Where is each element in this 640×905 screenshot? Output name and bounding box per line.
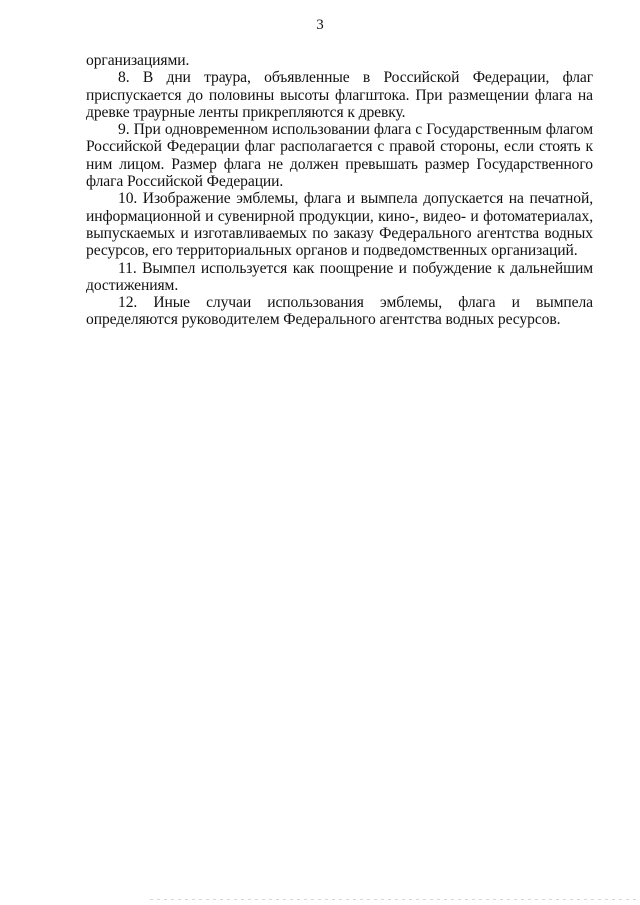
paragraph-item-11: 11. Вымпел используется как поощрение и побуждение к дальнейшим достижениям. (86, 259, 593, 294)
scan-edge-artifact (150, 899, 640, 900)
paragraph-item-12: 12. Иные случаи использования эмблемы, флага и вымпела определяются руководителем Федерального агентства водных ресурсов. (86, 294, 593, 329)
paragraph-item-10: 10. Изображение эмблемы, флага и вымпела допускается на печатной, информационной и сувенирной продукции, кино-, видео- и фотоматериалах, выпускаемых и изготавливаемых по заказу Федерального агентства водных ресурсов, его территориальных органов и подведомственных организаций. (86, 190, 593, 260)
paragraph-item-8: 8. В дни траура, объявленные в Российской Федерации, флаг приспускается до половины высоты флагштока. При размещении флага на древке траурные ленты прикрепляются к древку. (86, 69, 593, 121)
document-body (86, 52, 593, 329)
page-number: 3 (316, 17, 324, 33)
paragraph-continuation: организациями. (86, 52, 190, 69)
paragraph-item-9: 9. При одновременном использовании флага с Государственным флагом Российской Федерации флаг располагается с правой стороны, если стоять к ним лицом. Размер флага не должен превышать размер Государственного флага Российской Федерации. (86, 121, 593, 191)
